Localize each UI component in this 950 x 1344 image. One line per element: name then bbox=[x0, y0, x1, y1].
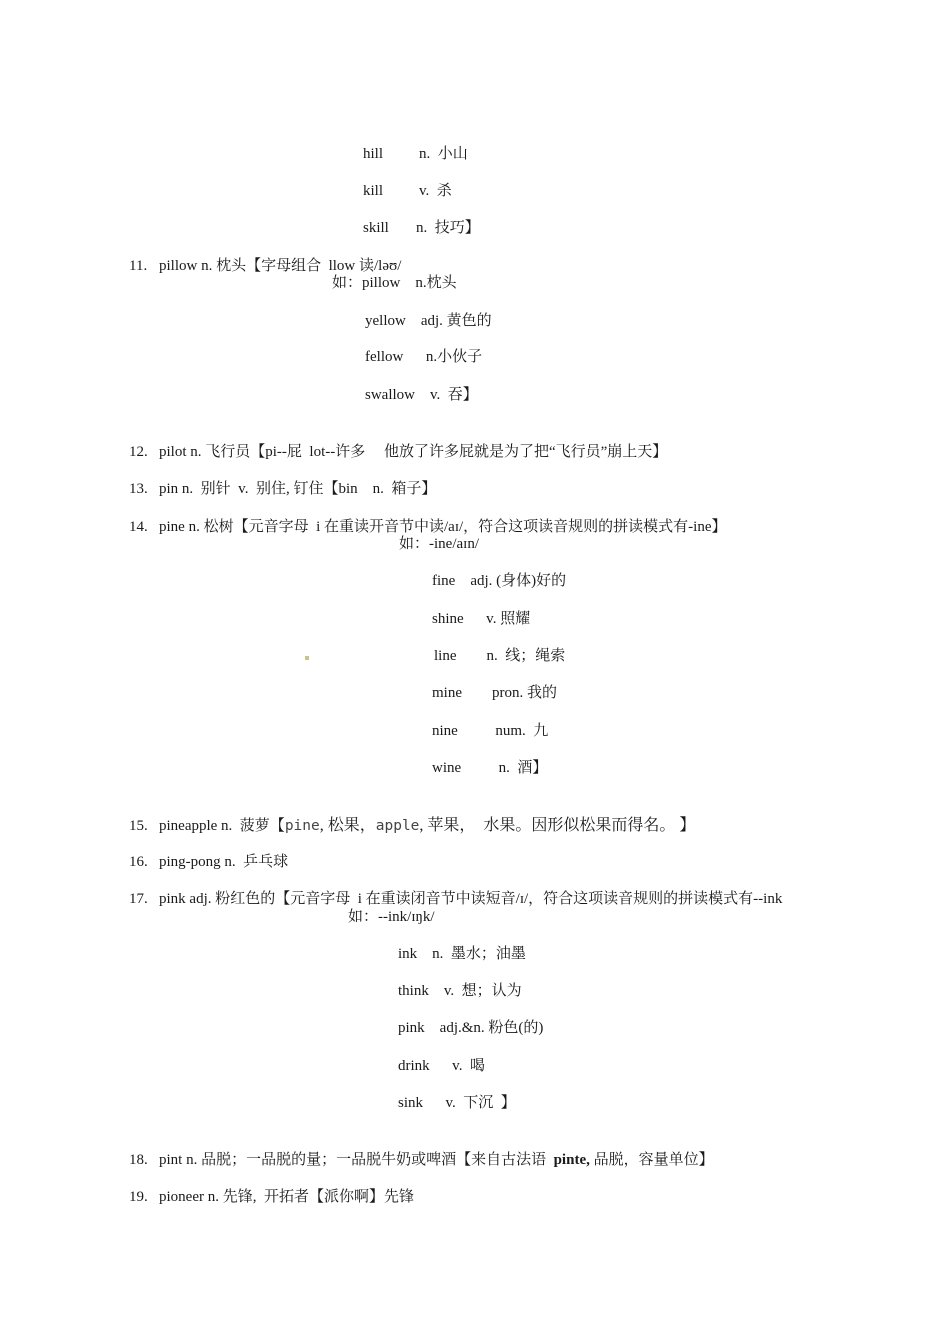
item-text: pine n. 松树【元音字母 i 在重读开音节中读/aɪ/，符合这项读音规则的拼读模式有-ine】 bbox=[159, 519, 727, 535]
example-line: sink v. 下沉 】 bbox=[398, 1095, 516, 1111]
stray-dot-mark bbox=[305, 656, 309, 660]
item-text: pilot n. 飞行员【pi--屁 lot--许多 他放了许多屁就是为了把“飞行员”崩上天】 bbox=[159, 444, 668, 460]
item-number: 18. bbox=[129, 1152, 148, 1168]
etym-word-pinte: pinte, bbox=[553, 1152, 590, 1168]
item-text: 品脱，容量单位】 bbox=[589, 1152, 714, 1168]
item-text: pillow n. 枕头【字母组合 llow 读/ləʊ/ bbox=[159, 258, 402, 274]
item-text: pink adj. 粉红色的【元音字母 i 在重读闭音节中读短音/ɪ/，符合这项读音规则的拼读模式有--ink bbox=[159, 891, 783, 907]
example-line: yellow adj. 黄色的 bbox=[365, 313, 492, 329]
example-line: shine v. 照耀 bbox=[432, 611, 531, 627]
item-text: ping-pong n. 乒乓球 bbox=[159, 854, 289, 870]
example-line: 如：-ine/aɪn/ bbox=[399, 536, 479, 552]
example-line: swallow v. 吞】 bbox=[365, 387, 478, 403]
item-number: 14. bbox=[129, 519, 148, 535]
vocab-item-17 bbox=[114, 869, 782, 929]
item-text: pin n. 别针 v. 别住, 钉住【bin n. 箱子】 bbox=[159, 481, 437, 497]
example-line: 如：pillow n.枕头 bbox=[332, 275, 457, 291]
example-line: ink n. 墨水；油墨 bbox=[398, 946, 526, 962]
example-line: think v. 想；认为 bbox=[398, 983, 522, 999]
etym-word-apple: apple bbox=[375, 818, 420, 834]
example-line: 如：--ink/ɪŋk/ bbox=[348, 909, 435, 925]
example-meaning: n. 小山 bbox=[419, 146, 468, 162]
example-line: fine adj. (身体)好的 bbox=[432, 573, 567, 589]
etym-word-pine: pine bbox=[284, 818, 320, 834]
example-meaning: n. 技巧】 bbox=[416, 220, 480, 236]
example-line: line n. 线；绳索 bbox=[434, 648, 566, 664]
item-number: 12. bbox=[129, 444, 148, 460]
item-number: 17. bbox=[129, 891, 148, 907]
example-line: pink adj.&n. 粉色(的) bbox=[398, 1020, 544, 1036]
example-line: fellow n.小伙子 bbox=[365, 349, 483, 365]
example-line: wine n. 酒】 bbox=[432, 760, 548, 776]
example-line: drink v. 喝 bbox=[398, 1058, 485, 1074]
vocab-item-19 bbox=[114, 1167, 414, 1227]
item-text: pint n. 品脱；一品脱的量；一品脱牛奶或啤酒【来自古法语 bbox=[159, 1152, 554, 1168]
example-meaning: v. 杀 bbox=[419, 183, 452, 199]
item-number: 19. bbox=[129, 1189, 148, 1205]
example-word: kill bbox=[363, 183, 384, 199]
item-number: 15. bbox=[129, 818, 148, 834]
example-word: skill bbox=[363, 220, 389, 236]
example-line: nine num. 九 bbox=[432, 723, 549, 739]
item-number: 11. bbox=[129, 258, 148, 274]
example-word: hill bbox=[363, 146, 384, 162]
item-text: , 松果， bbox=[319, 817, 376, 834]
item-text: pineapple n. 菠萝【 bbox=[159, 818, 285, 834]
item-number: 16. bbox=[129, 854, 148, 870]
item-text: , 苹果， 水果。因形似松果而得名。 】 bbox=[419, 817, 696, 834]
item-text: pioneer n. 先锋, 开拓者【派你啊】先锋 bbox=[159, 1189, 414, 1205]
example-line: mine pron. 我的 bbox=[432, 685, 557, 701]
item-number: 13. bbox=[129, 481, 148, 497]
